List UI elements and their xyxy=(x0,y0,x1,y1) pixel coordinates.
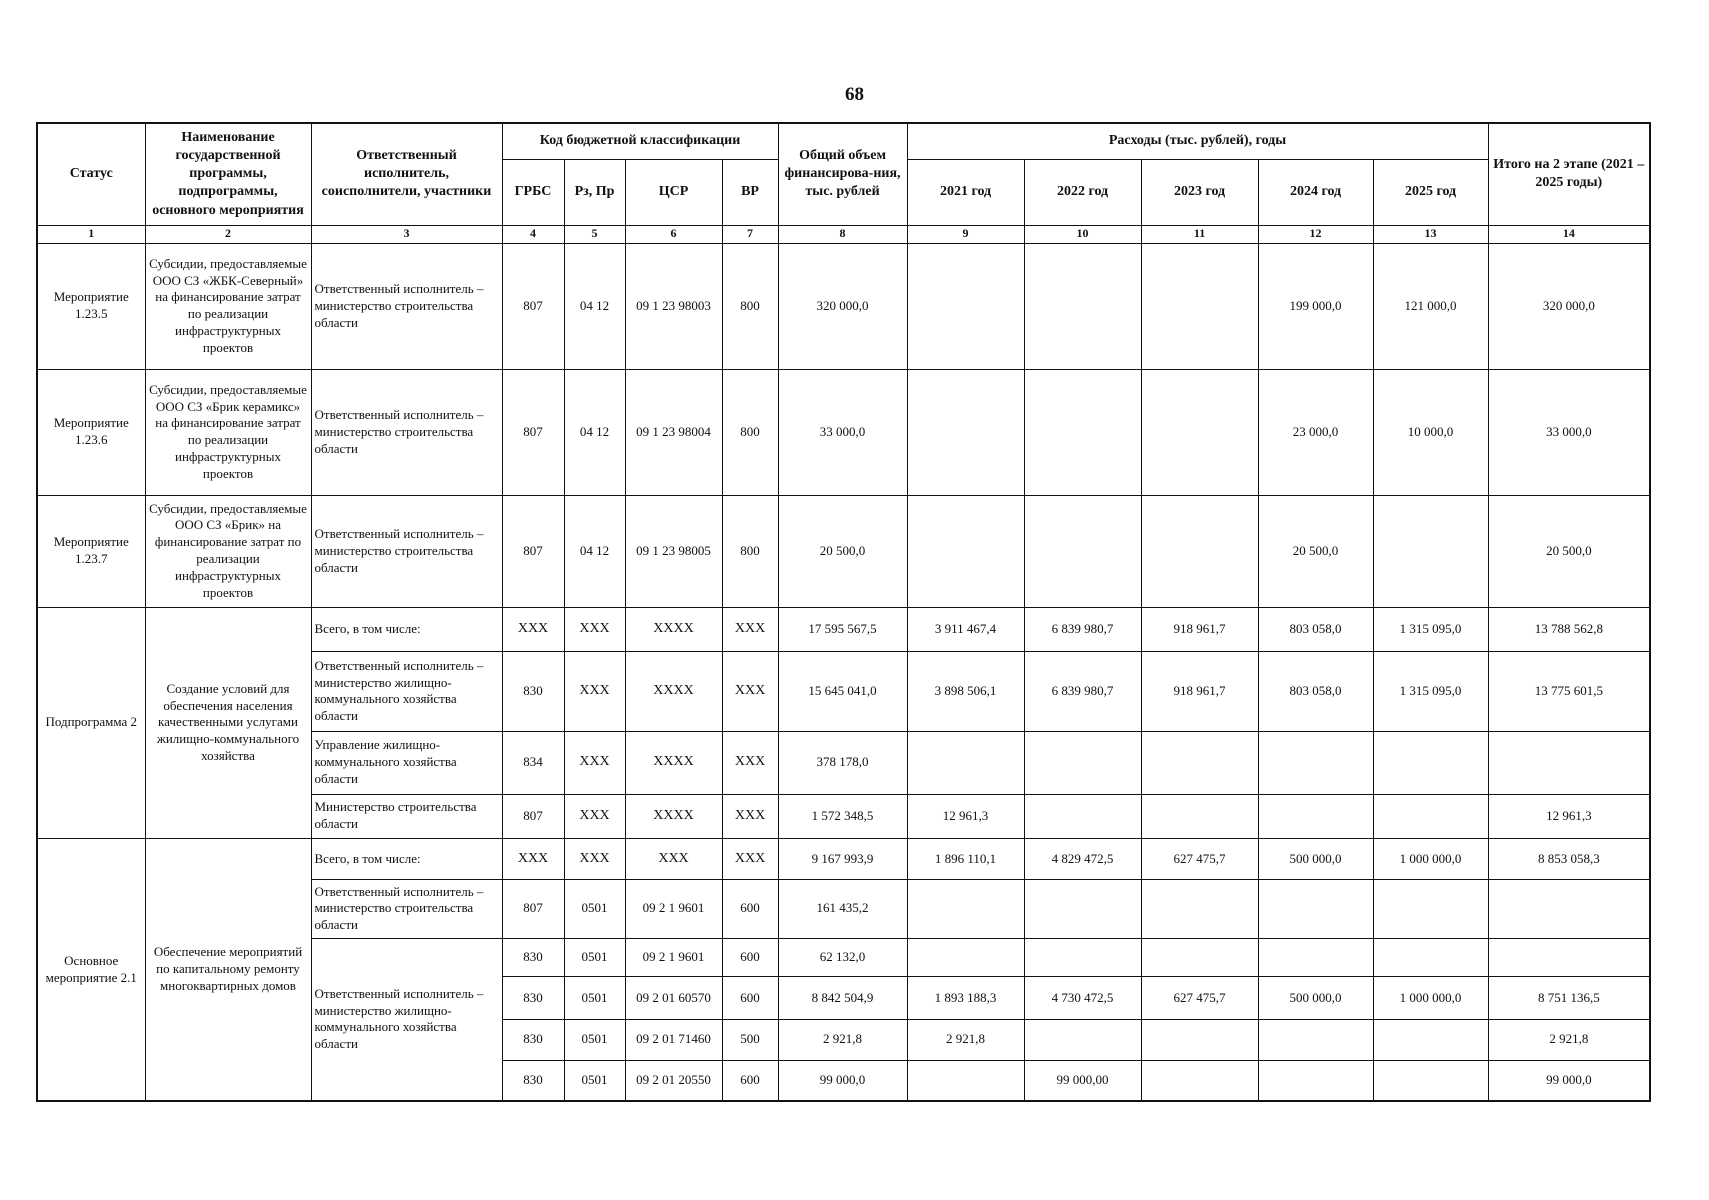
year-2021-cell: 1 893 188,3 xyxy=(907,977,1024,1020)
grbs-cell: 830 xyxy=(502,977,564,1020)
total-cell: 62 132,0 xyxy=(778,938,907,977)
vr-cell: 800 xyxy=(722,243,778,369)
status-cell: Подпрограмма 2 xyxy=(37,607,145,839)
grbs-cell: 830 xyxy=(502,938,564,977)
year-2024-cell: 199 000,0 xyxy=(1258,243,1373,369)
responsible-cell: Всего, в том числе: xyxy=(311,607,502,652)
responsible-cell: Министерство строительства области xyxy=(311,794,502,839)
grbs-cell: ХХХ xyxy=(502,839,564,880)
year-2023-cell: 918 961,7 xyxy=(1141,607,1258,652)
responsible-cell: Ответственный исполнитель – министерство строительства области xyxy=(311,879,502,938)
year-2022-cell: 4 829 472,5 xyxy=(1024,839,1141,880)
grbs-cell: 807 xyxy=(502,243,564,369)
col-number: 14 xyxy=(1488,225,1650,243)
header-name: Наименование государственной программы, подпрограммы, основного мероприятия xyxy=(145,123,311,225)
year-2025-cell xyxy=(1373,938,1488,977)
year-2023-cell xyxy=(1141,879,1258,938)
year-2021-cell xyxy=(907,495,1024,607)
csr-cell: 09 2 01 71460 xyxy=(625,1020,722,1061)
stage-total-cell: 13 788 562,8 xyxy=(1488,607,1650,652)
rzpr-cell: ХХХ xyxy=(564,839,625,880)
header-rzpr: Рз, Пр xyxy=(564,159,625,225)
year-2022-cell: 6 839 980,7 xyxy=(1024,652,1141,731)
year-2021-cell: 3 911 467,4 xyxy=(907,607,1024,652)
year-2024-cell: 803 058,0 xyxy=(1258,652,1373,731)
name-cell: Субсидии, предоставляемые ООО СЗ «ЖБК-Северный» на финансирование затрат по реализации инфраструктурных проектов xyxy=(145,243,311,369)
year-2023-cell xyxy=(1141,495,1258,607)
rzpr-cell: 0501 xyxy=(564,879,625,938)
col-number: 10 xyxy=(1024,225,1141,243)
year-2022-cell: 99 000,00 xyxy=(1024,1060,1141,1101)
rzpr-cell: 04 12 xyxy=(564,369,625,495)
year-2021-cell xyxy=(907,879,1024,938)
year-2023-cell xyxy=(1141,731,1258,794)
csr-cell: 09 2 1 9601 xyxy=(625,879,722,938)
status-cell: Мероприятие 1.23.5 xyxy=(37,243,145,369)
year-2022-cell: 6 839 980,7 xyxy=(1024,607,1141,652)
stage-total-cell xyxy=(1488,938,1650,977)
vr-cell: 600 xyxy=(722,1060,778,1101)
stage-total-cell xyxy=(1488,879,1650,938)
table-row xyxy=(37,839,1650,880)
total-cell: 8 842 504,9 xyxy=(778,977,907,1020)
total-cell: 1 572 348,5 xyxy=(778,794,907,839)
total-cell: 378 178,0 xyxy=(778,731,907,794)
year-2025-cell: 1 000 000,0 xyxy=(1373,839,1488,880)
year-2022-cell xyxy=(1024,369,1141,495)
responsible-cell: Ответственный исполнитель – министерство строительства области xyxy=(311,495,502,607)
col-number: 5 xyxy=(564,225,625,243)
stage-total-cell: 8 853 058,3 xyxy=(1488,839,1650,880)
col-number: 7 xyxy=(722,225,778,243)
vr-cell: 600 xyxy=(722,977,778,1020)
vr-cell: ХХХ xyxy=(722,839,778,880)
total-cell: 15 645 041,0 xyxy=(778,652,907,731)
vr-cell: ХХХ xyxy=(722,607,778,652)
total-cell: 17 595 567,5 xyxy=(778,607,907,652)
csr-cell: 09 2 01 20550 xyxy=(625,1060,722,1101)
table-row xyxy=(37,607,1650,652)
year-2025-cell: 1 315 095,0 xyxy=(1373,607,1488,652)
grbs-cell: 830 xyxy=(502,652,564,731)
col-number: 11 xyxy=(1141,225,1258,243)
stage-total-cell: 8 751 136,5 xyxy=(1488,977,1650,1020)
year-2025-cell xyxy=(1373,731,1488,794)
total-cell: 20 500,0 xyxy=(778,495,907,607)
responsible-cell: Ответственный исполнитель – министерство жилищно-коммунального хозяйства области xyxy=(311,938,502,1101)
rzpr-cell: 0501 xyxy=(564,938,625,977)
rzpr-cell: 0501 xyxy=(564,1020,625,1061)
year-2021-cell: 1 896 110,1 xyxy=(907,839,1024,880)
vr-cell: 600 xyxy=(722,938,778,977)
col-number: 2 xyxy=(145,225,311,243)
csr-cell: 09 2 01 60570 xyxy=(625,977,722,1020)
vr-cell: 600 xyxy=(722,879,778,938)
rzpr-cell: ХХХ xyxy=(564,607,625,652)
header-2022: 2022 год xyxy=(1024,159,1141,225)
year-2022-cell xyxy=(1024,495,1141,607)
csr-cell: 09 1 23 98005 xyxy=(625,495,722,607)
csr-cell: ХХХХ xyxy=(625,731,722,794)
csr-cell: ХХХХ xyxy=(625,607,722,652)
stage-total-cell: 320 000,0 xyxy=(1488,243,1650,369)
rzpr-cell: 0501 xyxy=(564,1060,625,1101)
status-cell: Мероприятие 1.23.6 xyxy=(37,369,145,495)
year-2025-cell: 1 315 095,0 xyxy=(1373,652,1488,731)
table-row xyxy=(37,495,1650,607)
total-cell: 9 167 993,9 xyxy=(778,839,907,880)
vr-cell: 800 xyxy=(722,495,778,607)
header-2025: 2025 год xyxy=(1373,159,1488,225)
year-2023-cell xyxy=(1141,938,1258,977)
header-expenses: Расходы (тыс. рублей), годы xyxy=(907,123,1488,159)
header-stage-total: Итого на 2 этапе (2021 – 2025 годы) xyxy=(1488,123,1650,225)
year-2024-cell: 803 058,0 xyxy=(1258,607,1373,652)
year-2023-cell xyxy=(1141,794,1258,839)
stage-total-cell: 33 000,0 xyxy=(1488,369,1650,495)
csr-cell: 09 1 23 98004 xyxy=(625,369,722,495)
header-grbs: ГРБС xyxy=(502,159,564,225)
name-cell: Субсидии, предоставляемые ООО СЗ «Брик» на финансирование затрат по реализации инфраструктурных проектов xyxy=(145,495,311,607)
year-2022-cell xyxy=(1024,938,1141,977)
name-cell: Обеспечение мероприятий по капитальному ремонту многоквартирных домов xyxy=(145,839,311,1101)
grbs-cell: 830 xyxy=(502,1020,564,1061)
year-2024-cell: 23 000,0 xyxy=(1258,369,1373,495)
responsible-cell: Ответственный исполнитель – министерство строительства области xyxy=(311,243,502,369)
header-2023: 2023 год xyxy=(1141,159,1258,225)
grbs-cell: ХХХ xyxy=(502,607,564,652)
rzpr-cell: ХХХ xyxy=(564,731,625,794)
year-2022-cell xyxy=(1024,243,1141,369)
year-2025-cell xyxy=(1373,1020,1488,1061)
year-2022-cell xyxy=(1024,794,1141,839)
responsible-cell: Ответственный исполнитель – министерство жилищно-коммунального хозяйства области xyxy=(311,652,502,731)
header-total-volume: Общий объем финансирова-ния, тыс. рублей xyxy=(778,123,907,225)
csr-cell: ХХХХ xyxy=(625,652,722,731)
csr-cell: 09 1 23 98003 xyxy=(625,243,722,369)
year-2024-cell xyxy=(1258,731,1373,794)
col-number: 1 xyxy=(37,225,145,243)
total-cell: 2 921,8 xyxy=(778,1020,907,1061)
status-cell: Мероприятие 1.23.7 xyxy=(37,495,145,607)
col-number: 3 xyxy=(311,225,502,243)
year-2021-cell xyxy=(907,369,1024,495)
year-2021-cell: 12 961,3 xyxy=(907,794,1024,839)
year-2025-cell: 10 000,0 xyxy=(1373,369,1488,495)
year-2024-cell xyxy=(1258,794,1373,839)
col-number: 9 xyxy=(907,225,1024,243)
responsible-cell: Ответственный исполнитель – министерство строительства области xyxy=(311,369,502,495)
header-2024: 2024 год xyxy=(1258,159,1373,225)
vr-cell: ХХХ xyxy=(722,794,778,839)
total-cell: 33 000,0 xyxy=(778,369,907,495)
year-2022-cell: 4 730 472,5 xyxy=(1024,977,1141,1020)
stage-total-cell: 20 500,0 xyxy=(1488,495,1650,607)
year-2022-cell xyxy=(1024,731,1141,794)
stage-total-cell: 99 000,0 xyxy=(1488,1060,1650,1101)
responsible-cell: Всего, в том числе: xyxy=(311,839,502,880)
year-2022-cell xyxy=(1024,1020,1141,1061)
year-2021-cell xyxy=(907,938,1024,977)
year-2024-cell: 500 000,0 xyxy=(1258,977,1373,1020)
grbs-cell: 834 xyxy=(502,731,564,794)
year-2021-cell xyxy=(907,731,1024,794)
year-2023-cell xyxy=(1141,369,1258,495)
year-2025-cell: 121 000,0 xyxy=(1373,243,1488,369)
column-number-row xyxy=(37,225,1650,243)
col-number: 4 xyxy=(502,225,564,243)
year-2024-cell xyxy=(1258,938,1373,977)
rzpr-cell: 04 12 xyxy=(564,243,625,369)
year-2025-cell xyxy=(1373,1060,1488,1101)
csr-cell: ХХХХ xyxy=(625,794,722,839)
total-cell: 320 000,0 xyxy=(778,243,907,369)
total-cell: 161 435,2 xyxy=(778,879,907,938)
grbs-cell: 807 xyxy=(502,369,564,495)
total-cell: 99 000,0 xyxy=(778,1060,907,1101)
year-2025-cell xyxy=(1373,794,1488,839)
col-number: 12 xyxy=(1258,225,1373,243)
year-2023-cell: 627 475,7 xyxy=(1141,977,1258,1020)
year-2021-cell xyxy=(907,1060,1024,1101)
year-2024-cell: 500 000,0 xyxy=(1258,839,1373,880)
rzpr-cell: 04 12 xyxy=(564,495,625,607)
header-responsible: Ответственный исполнитель, соисполнители, участники xyxy=(311,123,502,225)
header-csr: ЦСР xyxy=(625,159,722,225)
stage-total-cell: 2 921,8 xyxy=(1488,1020,1650,1061)
col-number: 6 xyxy=(625,225,722,243)
col-number: 13 xyxy=(1373,225,1488,243)
rzpr-cell: ХХХ xyxy=(564,652,625,731)
csr-cell: 09 2 1 9601 xyxy=(625,938,722,977)
year-2021-cell: 3 898 506,1 xyxy=(907,652,1024,731)
status-cell: Основное мероприятие 2.1 xyxy=(37,839,145,1101)
col-number: 8 xyxy=(778,225,907,243)
year-2024-cell xyxy=(1258,1060,1373,1101)
table-row xyxy=(37,243,1650,369)
vr-cell: 800 xyxy=(722,369,778,495)
header-status: Статус xyxy=(37,123,145,225)
table-row xyxy=(37,369,1650,495)
year-2023-cell xyxy=(1141,1020,1258,1061)
year-2024-cell xyxy=(1258,879,1373,938)
header-budget-code: Код бюджетной классификации xyxy=(502,123,778,159)
stage-total-cell xyxy=(1488,731,1650,794)
responsible-cell: Управление жилищно-коммунального хозяйства области xyxy=(311,731,502,794)
year-2024-cell: 20 500,0 xyxy=(1258,495,1373,607)
grbs-cell: 807 xyxy=(502,794,564,839)
year-2025-cell: 1 000 000,0 xyxy=(1373,977,1488,1020)
header-2021: 2021 год xyxy=(907,159,1024,225)
year-2023-cell: 627 475,7 xyxy=(1141,839,1258,880)
year-2021-cell: 2 921,8 xyxy=(907,1020,1024,1061)
rzpr-cell: ХХХ xyxy=(564,794,625,839)
year-2023-cell xyxy=(1141,243,1258,369)
stage-total-cell: 12 961,3 xyxy=(1488,794,1650,839)
header-vr: ВР xyxy=(722,159,778,225)
year-2025-cell xyxy=(1373,879,1488,938)
rzpr-cell: 0501 xyxy=(564,977,625,1020)
year-2023-cell: 918 961,7 xyxy=(1141,652,1258,731)
name-cell: Субсидии, предоставляемые ООО СЗ «Брик керамикс» на финансирование затрат по реализации инфраструктурных проектов xyxy=(145,369,311,495)
year-2025-cell xyxy=(1373,495,1488,607)
name-cell: Создание условий для обеспечения населения качественными услугами жилищно-коммунального хозяйства xyxy=(145,607,311,839)
grbs-cell: 830 xyxy=(502,1060,564,1101)
budget-table xyxy=(36,122,1651,1102)
grbs-cell: 807 xyxy=(502,495,564,607)
vr-cell: ХХХ xyxy=(722,652,778,731)
page-number: 68 xyxy=(845,84,864,105)
vr-cell: ХХХ xyxy=(722,731,778,794)
year-2021-cell xyxy=(907,243,1024,369)
grbs-cell: 807 xyxy=(502,879,564,938)
year-2022-cell xyxy=(1024,879,1141,938)
year-2023-cell xyxy=(1141,1060,1258,1101)
stage-total-cell: 13 775 601,5 xyxy=(1488,652,1650,731)
vr-cell: 500 xyxy=(722,1020,778,1061)
year-2024-cell xyxy=(1258,1020,1373,1061)
csr-cell: ХХХ xyxy=(625,839,722,880)
